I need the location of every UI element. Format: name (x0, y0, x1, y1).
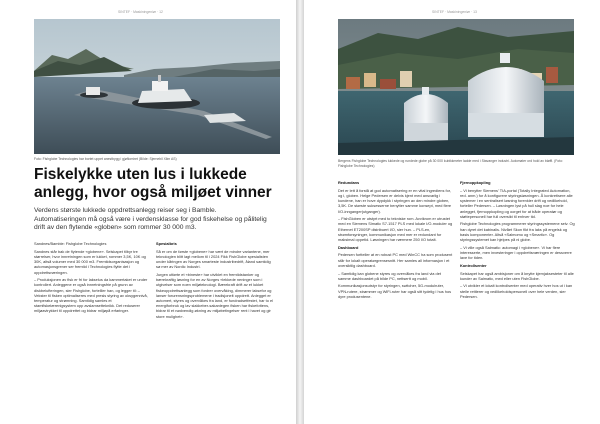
article-ingress: Verdens største lukkede oppdrettsanlegg reiser seg i Bamble. Automatiseringen må også være i verdensklasse for god fiskehelse og pålitelig drift av den flytende «globen» som rommer 30 000 m3. (34, 207, 267, 232)
harbour-globe-image (338, 19, 574, 155)
text-column-3 (338, 180, 454, 302)
article-headline: Fiskelykke uten lus i lukkede anlegg, hvor også miljøet vinner (34, 166, 272, 201)
subheading: Dashboard (338, 244, 359, 250)
paragraph: – Vi utvikler et lokalt kontrollsenter med operativ hver hos ut i kan stelle rettlerer og vedlikeholdspersonell over hele verden, sier Pedersen. (460, 283, 573, 299)
text-column-1 (34, 241, 148, 316)
paragraph: – Samtidig kan globene styres og overvåkes fra land via det samme dashboardet på bilde PC, nettsertt og mobil. (338, 270, 441, 281)
paragraph: – FishGloben er utstyrt med to tekniske rom. Avvikrom er utrustet med en Siemens Simatic S7-1517 PLS med lokale I/O-moduler og Ethernet ET200SP distribuert I/O, sier hun. – PLS-en, strømforsyninger, kommunikasjon med mer er redundant for maksimal oppetid. Løsningen har nærmere 250 I/O totalt. (338, 216, 453, 243)
book-spine (296, 0, 304, 424)
fishglobe-sea-photo (34, 19, 280, 154)
paragraph: – Produksjonen av fisk er fri for lakselus da kammertaket er under kontrollert. Anleggene er også innretningsfrie på grunn av diskbelufteringen, sier Fishglobe, fortelller han, og legger til: – Vekster til fisken optimaliseres med presis styring av oksygennivå, temperatur og strømning. Samtidig samles et stamfiskelærenigsystem opp avslamsetteknikk. Det reduserer miljøavtrykket til oppdrettet og bidrar miljøpå erfaringer. (34, 277, 148, 314)
folio-right: SINTEF · Maskiningeniør · 13 (432, 10, 477, 14)
photo-caption: Bergens Fishglobe Technologies lukkede og rundede globe på 30 000 kubikkmeter ladde med i Stavanger industri. Automater ord hold av bløffi. (Foto: Fishglobe Technologies) (338, 159, 563, 168)
subheading: Spesialbris (156, 241, 177, 246)
paragraph: Selskapet har også ambisjoner om å knytte kjemjaksesteter til alle kunder av Salmatic, med eller uten FishGlobe. (460, 270, 574, 281)
paragraph: Det er lett å forstå at god automatisering er en vital ingrediens for, og i, globen. Helge Pedersen er delvis kjent med ansvarlig i kundene, han er hove dypdykk i styringen av den mindre globen, 3,5K. De største suksesserne benytter samme konsept, med flere I/O-innganger(utganger). (338, 187, 452, 214)
fishglobe-harbour-photo (338, 19, 574, 155)
paragraph: Jurgen utførte et «bineste» har utviklet en fremtidstanker og bærekraftig løsning for en av Norges «lekkede neninger som i utgivelser som noen miljøteknologi. Bærekraft drift av et lukket fiskeoppdrettsanlegg som fordrer overvåking, dimmerer laksefor og lanser forurensningsproblemene i tradisjonelt oppdrett. Anlegget er automert, styres og overvåkes fra land, er fundradsetfestet, har to el energiforbruk og lav slakkeber-sakanlegen fisken har fiskefottens, bidrar til et nødvendig økning av miljøbetingelser rent i havet og gir store mulighet». (156, 272, 273, 319)
folio-left: SINTEF · Maskiningeniør · 12 (118, 10, 163, 14)
paragraph: Fishglobe Technologies programmerer styringssystemene selv. Og han dyret det kabinalis. Nivået Skon fikt fra laks på engelsk og basis komponenter. Altså «Salmomo og «Smartic». Og styringssystemet kan hjelpes på ni globe. (460, 221, 575, 243)
paragraph: Pedersen fortteller at en robust PC med WinCC ha som produsent står for lokalt operatørgrensesnitt. Her samles all informasjon i et oversiktlig dashboard. (338, 252, 453, 268)
left-page (0, 0, 296, 424)
text-column-2 (156, 241, 274, 321)
paragraph: Kommunikasjonsutstyr for styringen, switcher, 5G-modulruter, VPN-rutere, strømmer og WiFi-ruter har også sitt tydelig i hus hos dyre produsentene. (338, 283, 452, 299)
paragraph: – Vi ville også Salmatic: automagi i «globene». Vi har flere interesserte, men investeringer i oppdrettsnæringen er dessverre lave for tiden. (460, 244, 572, 261)
sea-landscape-image (34, 19, 280, 154)
paragraph: Sandnes står bak de flytende «globene». Selskapet tilbyr tre størrelser, hvor innretningen som er lukket, rommer 3,5K, 10K og 30K, altså volumer med 30 000 m3. Fremtidsorganisasjon og automasjonsgrener ser fremtid i Technologies flytte det i oppdrettsnæringen. (34, 248, 146, 275)
subheading: Redundans (338, 180, 360, 185)
paragraph: – Vi benytter Siemens' TIA-portal (Totally Integrated Automation, red. anm.) for å konfigurere styringsløsningen. Å konkretisere alle systemer i en sentralisert løsning forenkler drift og vedlikehold, forteller Pedersen. – Løsningen lyst på hull slag noe for hele anlegget, fjernoppkopling og oorget for at både operatør og støttepersonell har full oversikt til enhver tid. (460, 187, 573, 219)
subheading: Fjernoppkopling (460, 180, 491, 185)
photo-caption: Foto: Fishglobe Technologies har bortet uppet anestbygg i gjøflomiret (Bilde: Sjernebil Xlim AS) (34, 157, 177, 161)
right-page (304, 0, 600, 424)
subheading: Kontrollsenter (460, 262, 487, 268)
text-column-4 (460, 180, 576, 302)
paragraph: Så er om de første «globene» har vært de mindre variantene, mer teknologien blitt lagt mellom til i 2024 Fikk FishGlobe spesialisten under kåringen av Norges smarteste industribedrift, åland samtidig sø mer av Nordic Industri. (156, 248, 271, 270)
paragraph: Sandnes/Bamble: Fishglobe Technologies (34, 241, 107, 246)
